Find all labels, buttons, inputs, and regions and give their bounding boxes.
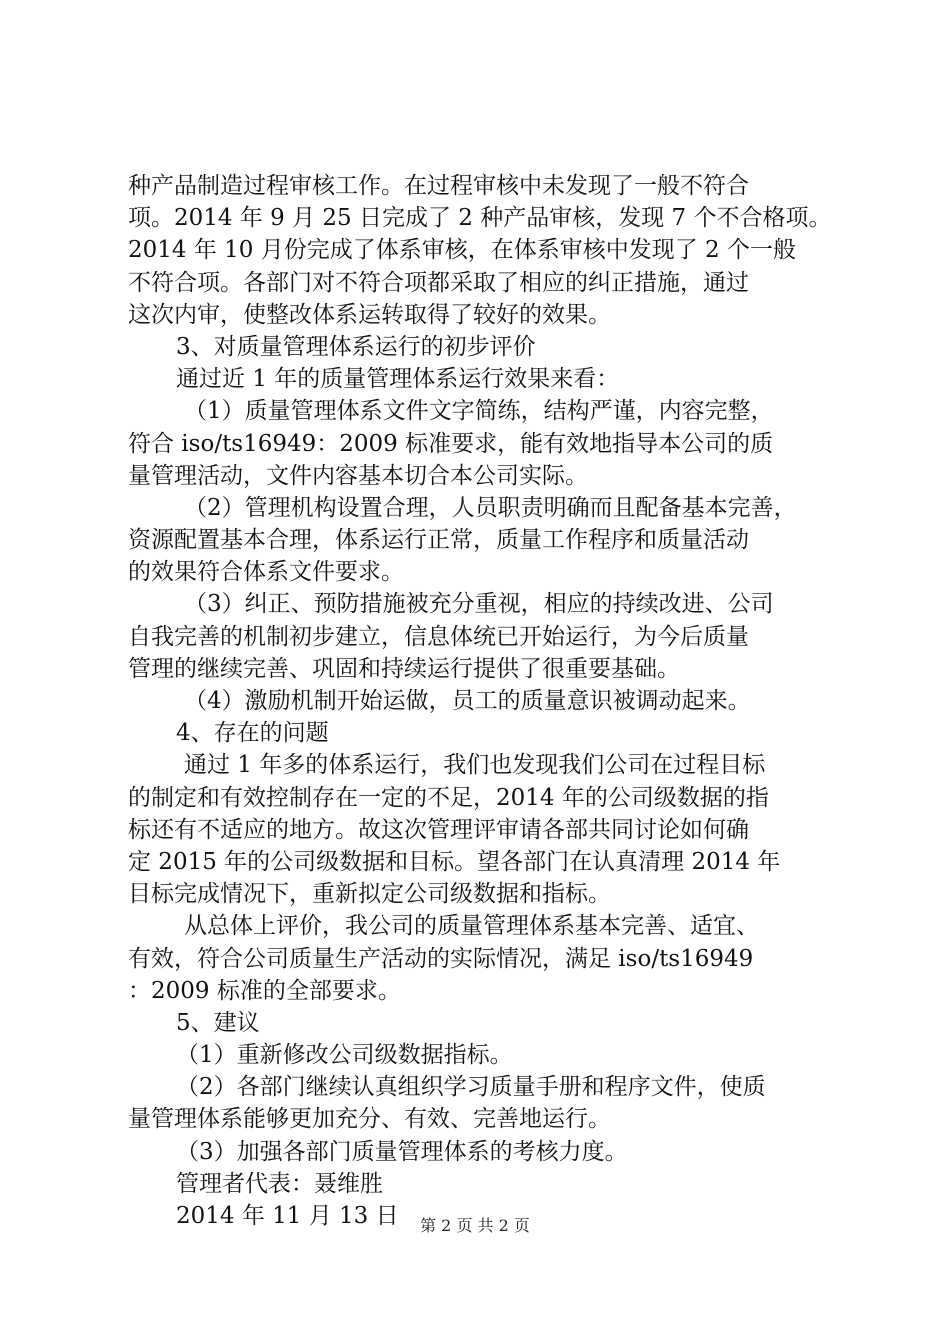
text-line-19: 通过 1 年多的体系运行，我们也发现我们公司在过程目标	[184, 752, 766, 779]
text-line-1: 种产品制造过程审核工作。在过程审核中未发现了一般不符合	[128, 173, 749, 199]
text-line-14: （3）纠正、预防措施被充分重视，相应的持续改进、公司	[184, 591, 774, 618]
text-line-24: 从总体上评价，我公司的质量管理体系基本完善、适宜、	[184, 913, 759, 940]
text-line-23: 目标完成情况下，重新拟定公司级数据和指标。	[128, 881, 611, 908]
signature-line: 管理者代表：聂维胜	[176, 1170, 383, 1197]
section-heading-5: 5、建议	[176, 1009, 260, 1036]
text-line-25: 有效，符合公司质量生产活动的实际情况，满足 iso/ts16949	[128, 945, 754, 972]
section-heading-4: 4、存在的问题	[176, 720, 329, 747]
text-line-17: （4）激励机制开始运做，员工的质量意识被调动起来。	[184, 688, 751, 714]
text-line-12: 资源配置基本合理，体系运行正常，质量工作程序和质量活动	[128, 527, 749, 554]
text-line-5: 这次内审，使整改体系运转取得了较好的效果。	[128, 301, 611, 328]
text-line-26: ：2009 标准的全部要求。	[128, 977, 401, 1004]
text-line-8: （1）质量管理体系文件文字简练，结构严谨，内容完整，	[184, 398, 774, 425]
text-line-4: 不符合项。各部门对不符合项都采取了相应的纠正措施，通过	[128, 269, 749, 296]
text-line-22: 定 2015 年的公司级数据和目标。望各部门在认真清理 2014 年	[128, 848, 781, 875]
text-line-21: 标还有不适应的地方。故这次管理评审请各部共同讨论如何确	[128, 816, 749, 843]
text-line-9: 符合 iso/ts16949：2009 标准要求，能有效地指导本公司的质	[128, 430, 774, 457]
text-line-2: 项。2014 年 9 月 25 日完成了 2 种产品审核，发现 7 个不合格项。	[128, 205, 832, 232]
text-line-20: 的制定和有效控制存在一定的不足，2014 年的公司级数据的指	[128, 784, 769, 811]
text-line-3: 2014 年 10 月份完成了体系审核，在体系审核中发现了 2 个一般	[128, 237, 796, 264]
section-heading-3: 3、对质量管理体系运行的初步评价	[176, 333, 536, 360]
text-line-28: （1）重新修改公司级数据指标。	[176, 1042, 513, 1069]
text-line-29: （2）各部门继续认真组织学习质量手册和程序文件，使质	[176, 1074, 766, 1101]
text-line-7: 通过近 1 年的质量管理体系运行效果来看：	[176, 366, 620, 393]
text-line-16: 管理的继续完善、巩固和持续运行提供了很重要基础。	[128, 655, 680, 682]
text-line-10: 量管理活动，文件内容基本切合本公司实际。	[128, 462, 588, 489]
text-line-31: （3）加强各部门质量管理体系的考核力度。	[176, 1138, 628, 1165]
text-line-11: （2）管理机构设置合理，人员职责明确而且配备基本完善，	[184, 494, 797, 521]
text-line-13: 的效果符合体系文件要求。	[128, 559, 404, 586]
date-line: 2014 年 11 月 13 日	[176, 1203, 399, 1229]
text-line-15: 自我完善的机制初步建立，信息体统已开始运行，为今后质量	[128, 623, 749, 650]
page-number-footer: 第 2 页 共 2 页	[420, 1216, 530, 1235]
text-line-30: 量管理体系能够更加充分、有效、完善地运行。	[128, 1106, 611, 1133]
document-body	[128, 170, 832, 1232]
